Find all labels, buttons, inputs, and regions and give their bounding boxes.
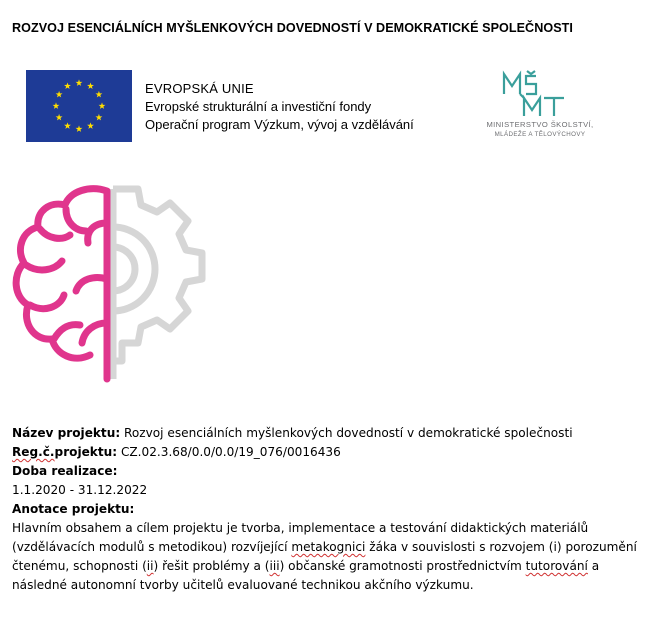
eu-star-icon <box>64 82 71 89</box>
reg-number-row <box>12 443 652 462</box>
reg-number-label: Reg.č.projektu: <box>12 445 118 459</box>
eu-flag-icon <box>26 70 132 142</box>
eu-star-icon <box>87 82 94 89</box>
eu-logo-text <box>145 80 414 134</box>
eu-star-icon <box>76 79 83 86</box>
eu-line-1: EVROPSKÁ UNIE <box>145 81 254 96</box>
annotation-label: Anotace projektu: <box>12 502 135 516</box>
project-info <box>12 424 652 595</box>
project-name-value: Rozvoj esenciálních myšlenkových dovedností v demokratické společnosti <box>120 426 573 440</box>
msmt-line-1: MINISTERSTVO ŠKOLSTVÍ, <box>486 120 594 129</box>
eu-star-icon <box>95 114 102 121</box>
eu-star-icon <box>99 102 106 109</box>
duration-value: 1.1.2020 - 31.12.2022 <box>12 483 148 497</box>
eu-star-icon <box>87 122 94 129</box>
eu-star-icon <box>53 102 60 109</box>
document-title: ROZVOJ ESENCIÁLNÍCH MYŠLENKOVÝCH DOVEDNOSTÍ V DEMOKRATICKÉ SPOLEČNOSTI <box>12 21 573 35</box>
eu-star-icon <box>56 91 63 98</box>
reg-number-value: CZ.02.3.68/0.0/0.0/19_076/0016436 <box>117 445 341 459</box>
eu-line-3: Operační program Výzkum, vývoj a vzdělávání <box>145 117 414 132</box>
annotation-text: Hlavním obsahem a cílem projektu je tvorba, implementace a testování didaktických materiálů (vzdělávacích modulů s metodikou) rozvíjející metakognici žáka v souvislosti s rozvojem (i) porozumění čtenému, schopnosti (ii) řešit problémy a (iii) občanské gramotnosti prostřednictvím tutorování a následné autonomní tvorby učitelů evaluované technikou akčního výzkumu. <box>12 521 637 592</box>
brain-gear-icon <box>10 183 215 385</box>
msmt-logo <box>470 70 610 145</box>
project-name-label: Název projektu: <box>12 426 121 440</box>
eu-star-icon <box>56 114 63 121</box>
eu-star-icon <box>95 91 102 98</box>
eu-line-2: Evropské strukturální a investiční fondy <box>145 99 372 114</box>
msmt-mark-icon <box>500 70 570 120</box>
eu-star-icon <box>76 125 83 132</box>
eu-star-icon <box>64 122 71 129</box>
msmt-line-2: MLÁDEŽE A TĚLOVÝCHOVY <box>494 131 586 138</box>
project-name-row <box>12 424 652 443</box>
duration-label: Doba realizace: <box>12 464 118 478</box>
